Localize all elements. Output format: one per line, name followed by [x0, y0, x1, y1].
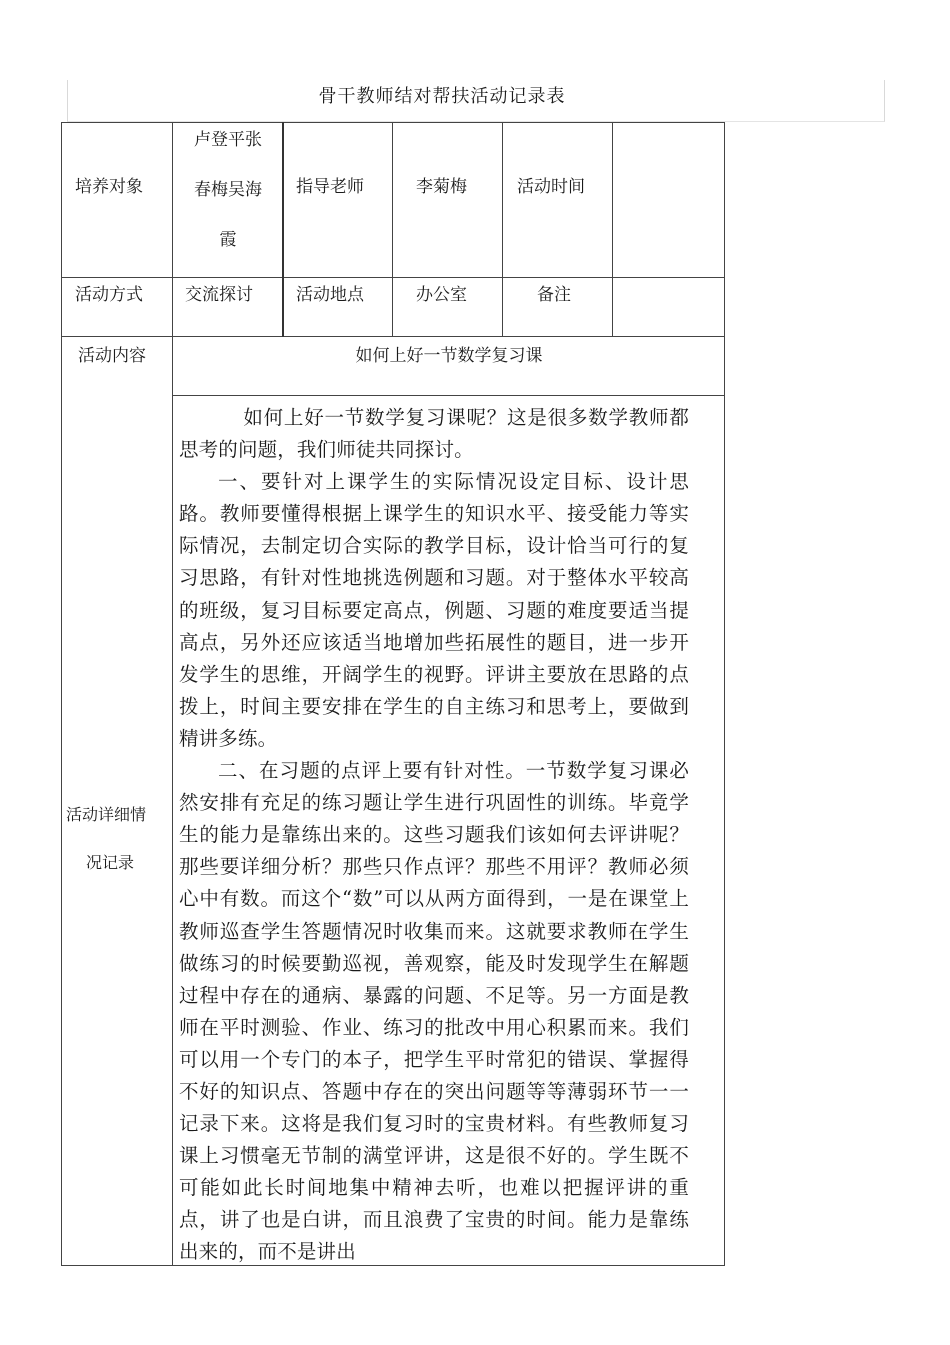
table-line	[502, 122, 503, 337]
record-paragraph: 一、要针对上课学生的实际情况设定目标、设计思路。教师要懂得根据上课学生的知识水平、接受能力等实际情况，去制定切合实际的教学目标，设计恰当可行的复习思路，有针对性地挑选例题和习题。对于整体水平较高的班级，复习目标要定高点，例题、习题的难度要适当提高点，另外还应该适当地增加些拓展性的题目，进一步开发学生的思维，开阔学生的视野。评讲主要放在思路的点拨上，时间主要安排在学生的自主练习和思考上，要做到精讲多练。	[179, 470, 689, 750]
remarks-label: 备注	[537, 285, 571, 305]
table-line	[61, 122, 725, 123]
table-line	[612, 122, 613, 337]
detail-record-label-line: 活动详细情	[66, 805, 147, 824]
table-line	[392, 122, 393, 337]
mentor-label: 指导老师	[296, 177, 364, 197]
activity-method-label: 活动方式	[75, 285, 143, 305]
activity-place-value: 办公室	[416, 285, 467, 305]
table-line	[61, 122, 62, 1266]
activity-method-value: 交流探讨	[185, 285, 253, 305]
mentor-value: 李菊梅	[416, 177, 467, 197]
detail-record-label	[66, 791, 146, 887]
page-title: 骨干教师结对帮扶活动记录表	[318, 86, 566, 107]
activity-content-value: 如何上好一节数学复习课	[355, 346, 543, 366]
activity-content-label: 活动内容	[78, 346, 146, 366]
trainee-names-line: 卢登平张	[194, 130, 262, 150]
table-line	[173, 395, 725, 396]
trainee-names-line: 霞	[219, 230, 237, 250]
table-line	[724, 122, 725, 1266]
detail-record-label-line: 况记录	[86, 853, 135, 872]
activity-time-label: 活动时间	[517, 177, 585, 197]
table-line	[172, 122, 173, 1266]
table-line	[61, 336, 725, 337]
record-paragraph: 如何上好一节数学复习课呢？这是很多数学教师都思考的问题，我们师徒共同探讨。	[179, 406, 689, 462]
trainee-names-line: 春梅吴海	[194, 180, 262, 200]
trainee-label: 培养对象	[75, 177, 143, 197]
trainee-names	[173, 124, 283, 274]
table-line	[61, 277, 725, 278]
record-paragraph: 二、在习题的点评上要有针对性。一节数学复习课必然安排有充足的练习题让学生进行巩固性的训练。毕竟学生的能力是靠练出来的。这些习题我们该如何去评讲呢？那些要详细分析？那些只作点评？那些不用评？教师必须心中有数。而这个“数”可以从两方面得到，一是在课堂上教师巡查学生答题情况时收集而来。这就要求教师在学生做练习的时候要勤巡视，善观察，能及时发现学生在解题过程中存在的通病、暴露的问题、不足等。另一方面是教师在平时测验、作业、练习的批改中用心积累而来。我们可以用一个专门的本子，把学生平时常犯的错误、掌握得不好的知识点、答题中存在的突出问题等等薄弱环节一一记录下来。这将是我们复习时的宝贵材料。有些教师复习课上习惯毫无节制的满堂评讲，这是很不好的。学生既不可能如此长时间地集中精神去听，也难以把握评讲的重点，讲了也是白讲，而且浪费了宝贵的时间。能力是靠练出来的，而不是讲出	[179, 759, 689, 1264]
activity-place-label: 活动地点	[296, 285, 364, 305]
record-body	[179, 402, 689, 1269]
